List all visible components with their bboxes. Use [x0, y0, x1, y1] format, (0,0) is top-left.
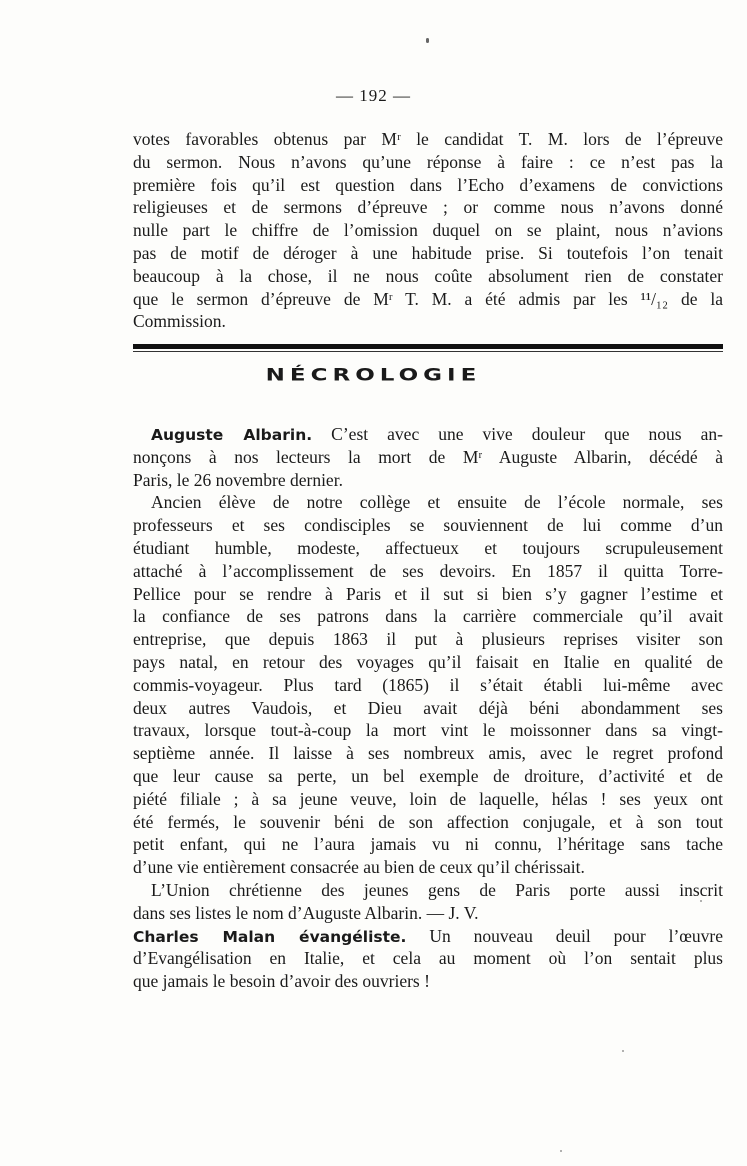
text-line: étudiant humble, modeste, affectueux et toujours scrupuleusement — [133, 537, 723, 558]
text-line: Commission. — [133, 311, 226, 332]
text-line: professeurs et ses condisciples se souviennent de lui comme d’un — [133, 515, 723, 536]
section-heading: NÉCROLOGIE — [265, 366, 482, 385]
text-line: Paris, le 26 novembre dernier. — [133, 469, 343, 490]
paper-speck — [560, 1150, 562, 1152]
section-divider-thin — [133, 351, 723, 352]
text-line: entreprise, que depuis 1863 il put à plusieurs reprises visiter son — [133, 629, 723, 650]
text-line: du sermon. Nous n’avons qu’une réponse à faire : ce n’est pas la — [133, 151, 723, 172]
text-line: dans ses listes le nom d’Auguste Albarin. — J. V. — [133, 902, 479, 923]
text-line: Ancien élève de notre collège et ensuite de l’école normale, ses — [151, 492, 723, 513]
text-line: que jamais le besoin d’avoir des ouvriers ! — [133, 971, 430, 992]
entry-name: Charles Malan évangéliste. — [133, 927, 407, 946]
text-line: attaché à l’accomplissement de ses devoirs. En 1857 il quitta Torre- — [133, 560, 723, 581]
text-line: pas de motif de déroger à une habitude prise. Si toutefois l’on tenait — [133, 242, 723, 263]
entry-first-line — [133, 423, 723, 446]
text-line: beaucoup à la chose, il ne nous coûte absolument rien de constater — [133, 265, 723, 286]
text-line: première fois qu’il est question dans l’Echo d’examens de convictions — [133, 174, 723, 195]
intro-paragraph — [133, 128, 723, 333]
text-line: d’une vie entièrement consacrée au bien de ceux qu’il chérissait. — [133, 857, 585, 878]
entry-name: Auguste Albarin. — [151, 426, 313, 444]
paper-speck — [700, 900, 702, 902]
text-line: d’Evangélisation en Italie, et cela au moment où l’on sentait plus — [133, 948, 723, 969]
section-divider-thick — [133, 344, 723, 349]
text-line: religieuses et de sermons d’épreuve ; or comme nous n’avons donné — [133, 197, 723, 218]
text-line: que le sermon d’épreuve de Mʳ T. M. a été admis par les ¹¹/₁₂ de la — [133, 288, 723, 309]
entry-first-line — [133, 925, 723, 948]
text-line: Pellice pour se rendre à Paris et il sut si bien s’y gagner l’estime et — [133, 583, 723, 604]
paper-speck — [622, 1050, 624, 1052]
text-line: piété filiale ; à sa jeune veuve, loin de laquelle, hélas ! ses yeux ont — [133, 788, 723, 809]
necrology-section — [133, 423, 723, 993]
text-line: que leur cause sa perte, un bel exemple de droiture, d’activité et de — [133, 765, 723, 786]
text-line: travaux, lorsque tout-à-coup la mort vint le moissonner dans sa vingt- — [133, 720, 723, 741]
page-number: — 192 — — [336, 86, 411, 105]
text-line: la confiance de ses patrons dans la carrière commerciale qu’il avait — [133, 606, 723, 627]
ink-smudge — [426, 38, 429, 43]
text-line: pays natal, en retour des voyages qu’il faisait en Italie en qualité de — [133, 651, 723, 672]
text-line: nulle part le chiffre de l’omission duquel on se plaint, nous n’avions — [133, 220, 723, 241]
text-fragment: C’est avec une vive douleur que nous an- — [331, 424, 723, 444]
text-line: été fermés, le souvenir béni de son affection conjugale, et à son tout — [133, 811, 723, 832]
text-line: votes favorables obtenus par Mʳ le candidat T. M. lors de l’épreuve — [133, 129, 723, 149]
text-line: septième année. Il laisse à ses nombreux amis, avec le regret profond — [133, 743, 723, 764]
text-line: nonçons à nos lecteurs la mort de Mʳ Auguste Albarin, décédé à — [133, 446, 723, 467]
text-line: deux autres Vaudois, et Dieu avait déjà béni abondamment ses — [133, 697, 723, 718]
text-fragment: Un nouveau deuil pour l’œuvre — [429, 925, 724, 946]
text-line: commis-voyageur. Plus tard (1865) il s’était établi lui-même avec — [133, 674, 723, 695]
text-line: L’Union chrétienne des jeunes gens de Paris porte aussi inscrit — [151, 879, 723, 900]
text-line: petit enfant, qui ne l’aura jamais vu ni connu, l’héritage sans tache — [133, 834, 723, 855]
